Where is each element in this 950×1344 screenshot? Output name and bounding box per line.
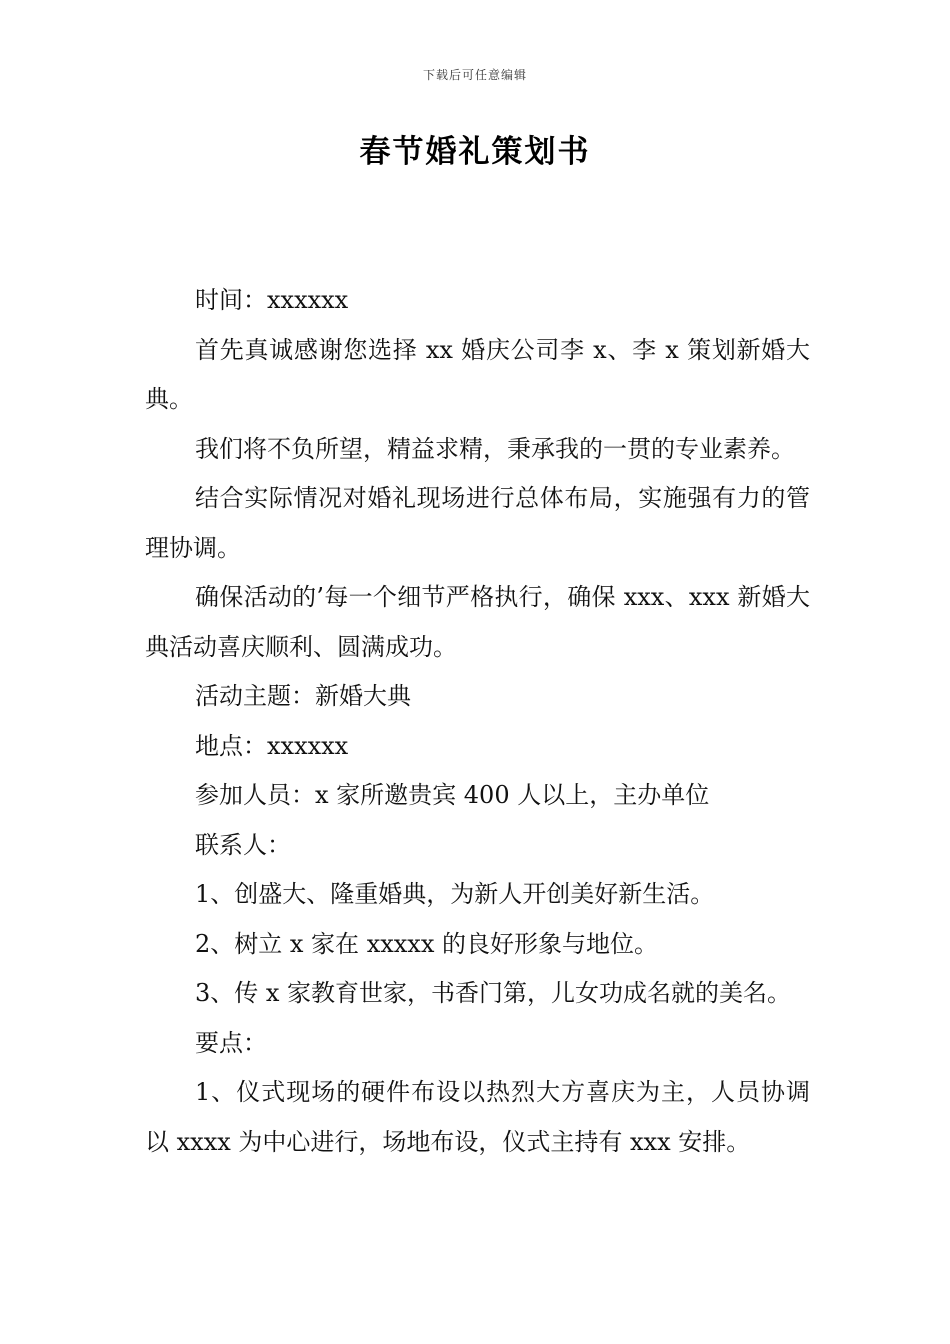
paragraph-goal-2: 2、树立 x 家在 xxxxx 的良好形象与地位。	[195, 929, 658, 958]
paragraph-theme: 活动主题：新婚大典	[195, 682, 411, 710]
paragraph-execution: 确保活动的’每一个细节严格执行，确保 xxx、xxx 新婚大典活动喜庆顺利、圆满成功。	[145, 583, 810, 661]
paragraph-commitment: 我们将不负所望，精益求精，秉承我的一贯的专业素养。	[195, 434, 795, 463]
paragraph-point-1: 1、仪式现场的硬件布设以热烈大方喜庆为主，人员协调以 xxxx 为中心进行，场地布设，仪式主持有 xxx 安排。	[145, 1078, 810, 1156]
page-title: 春节婚礼策划书	[359, 134, 591, 170]
header-note: 下载后可任意编辑	[422, 68, 527, 82]
paragraph-goal-3: 3、传 x 家教育世家，书香门第，儿女功成名就的美名。	[195, 979, 792, 1007]
paragraph-goal-1: 1、创盛大、隆重婚典，为新人开创美好新生活。	[195, 880, 715, 908]
paragraph-attendees: 参加人员：x 家所邀贵宾 400 人以上，主办单位	[195, 781, 710, 809]
document-body	[145, 276, 810, 1167]
paragraph-contact: 联系人：	[195, 830, 291, 859]
paragraph-location: 地点：xxxxxx	[195, 731, 349, 760]
paragraph-key-points: 要点：	[195, 1028, 267, 1057]
paragraph-thanks: 首先真诚感谢您选择 xx 婚庆公司李 x、李 x 策划新婚大典。	[145, 335, 810, 413]
paragraph-layout: 结合实际情况对婚礼现场进行总体布局，实施强有力的管理协调。	[145, 484, 810, 562]
paragraph-time: 时间：xxxxxx	[195, 286, 349, 314]
